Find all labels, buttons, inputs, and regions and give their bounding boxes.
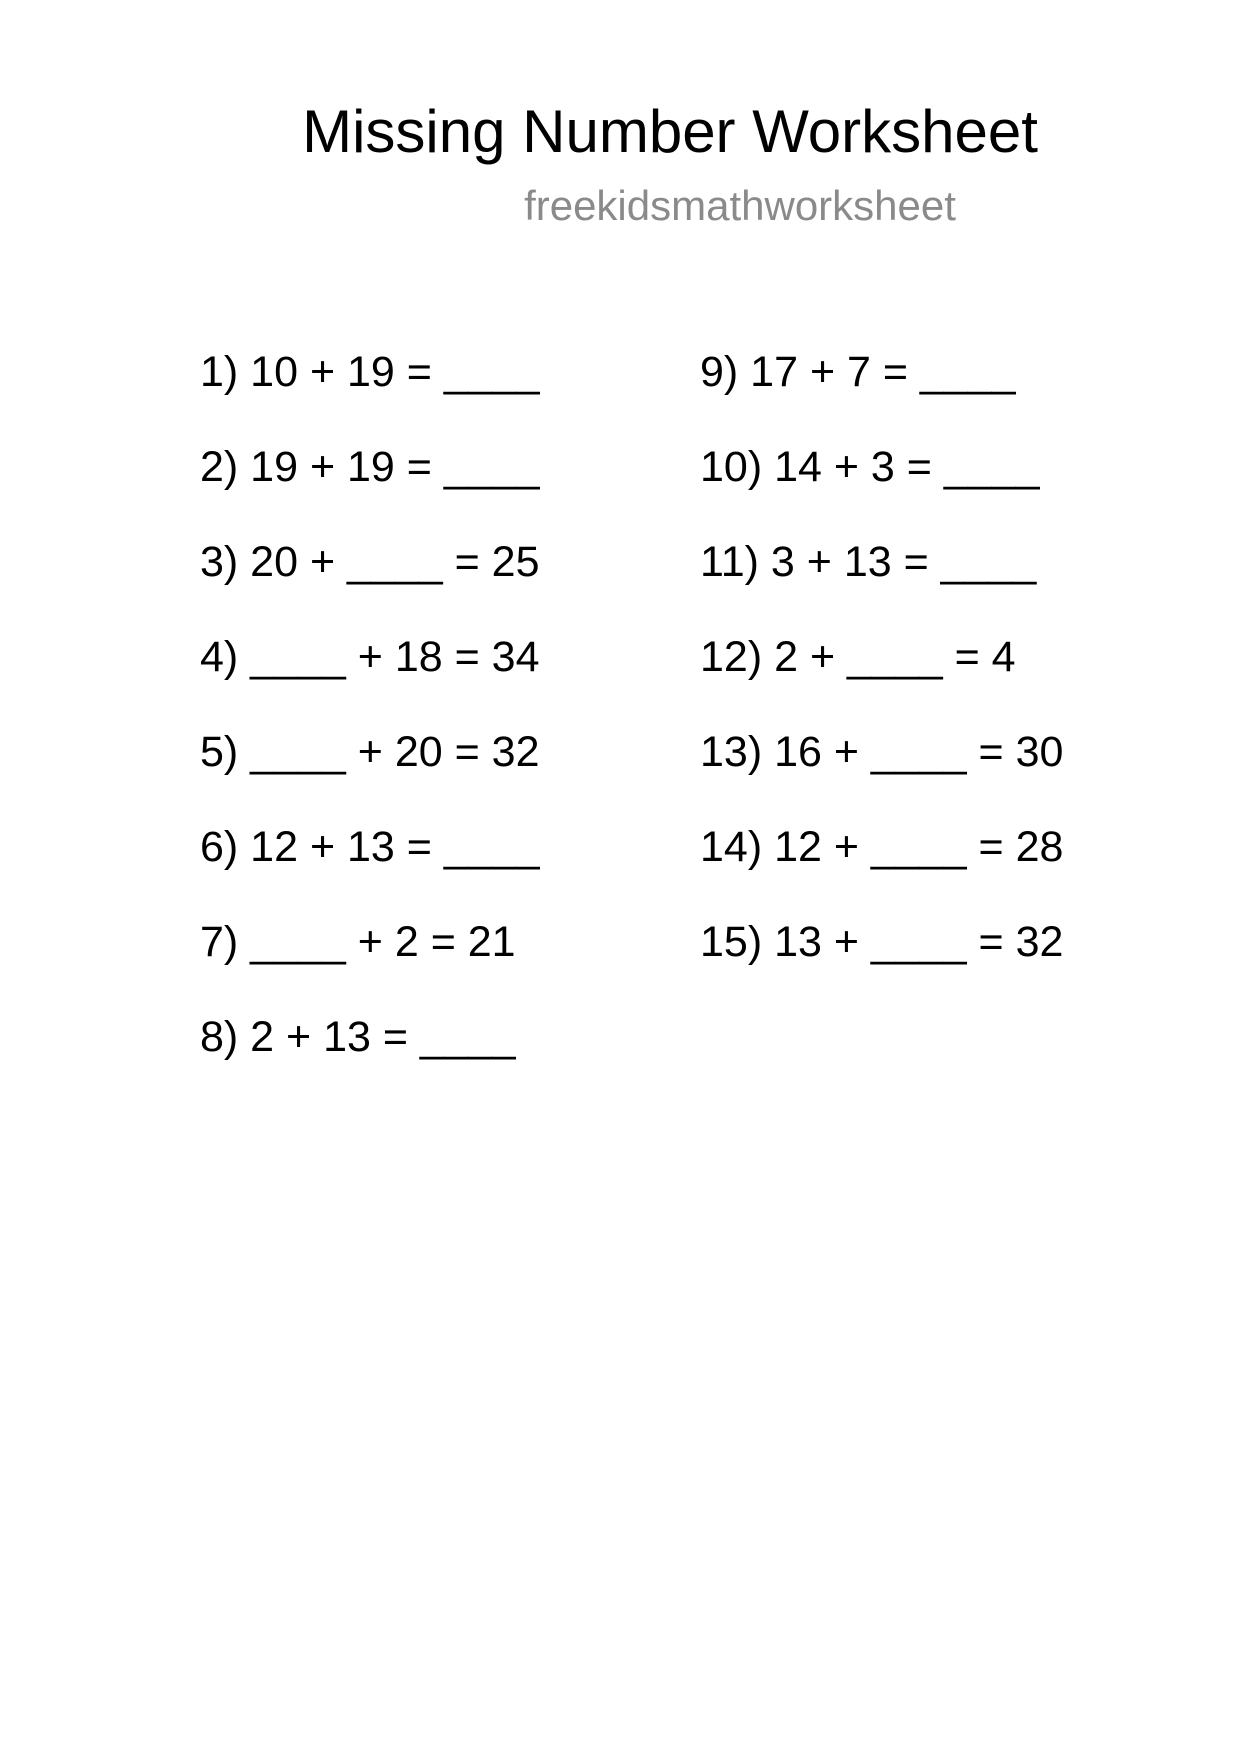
problem-8: 8) 2 + 13 = ____ <box>200 1013 516 1061</box>
problem-12: 12) 2 + ____ = 4 <box>700 633 1016 681</box>
problem-15: 15) 13 + ____ = 32 <box>700 918 1064 966</box>
problem-7: 7) ____ + 2 = 21 <box>200 918 516 966</box>
problem-9: 9) 17 + 7 = ____ <box>700 348 1016 396</box>
problem-2: 2) 19 + 19 = ____ <box>200 443 540 491</box>
problems-left-column <box>200 346 540 1106</box>
problem-14: 14) 12 + ____ = 28 <box>700 823 1064 871</box>
problem-1: 1) 10 + 19 = ____ <box>200 348 540 396</box>
problem-11: 11) 3 + 13 = ____ <box>700 538 1037 586</box>
page-subtitle: freekidsmathworksheet <box>524 182 956 229</box>
problem-5: 5) ____ + 20 = 32 <box>200 728 540 776</box>
page-title: Missing Number Worksheet <box>302 98 1038 165</box>
problem-3: 3) 20 + ____ = 25 <box>200 538 540 586</box>
problems-right-column <box>700 346 1063 1011</box>
problem-13: 13) 16 + ____ = 30 <box>700 728 1064 776</box>
problem-10: 10) 14 + 3 = ____ <box>700 443 1040 491</box>
problem-6: 6) 12 + 13 = ____ <box>200 823 540 871</box>
problem-4: 4) ____ + 18 = 34 <box>200 633 540 681</box>
